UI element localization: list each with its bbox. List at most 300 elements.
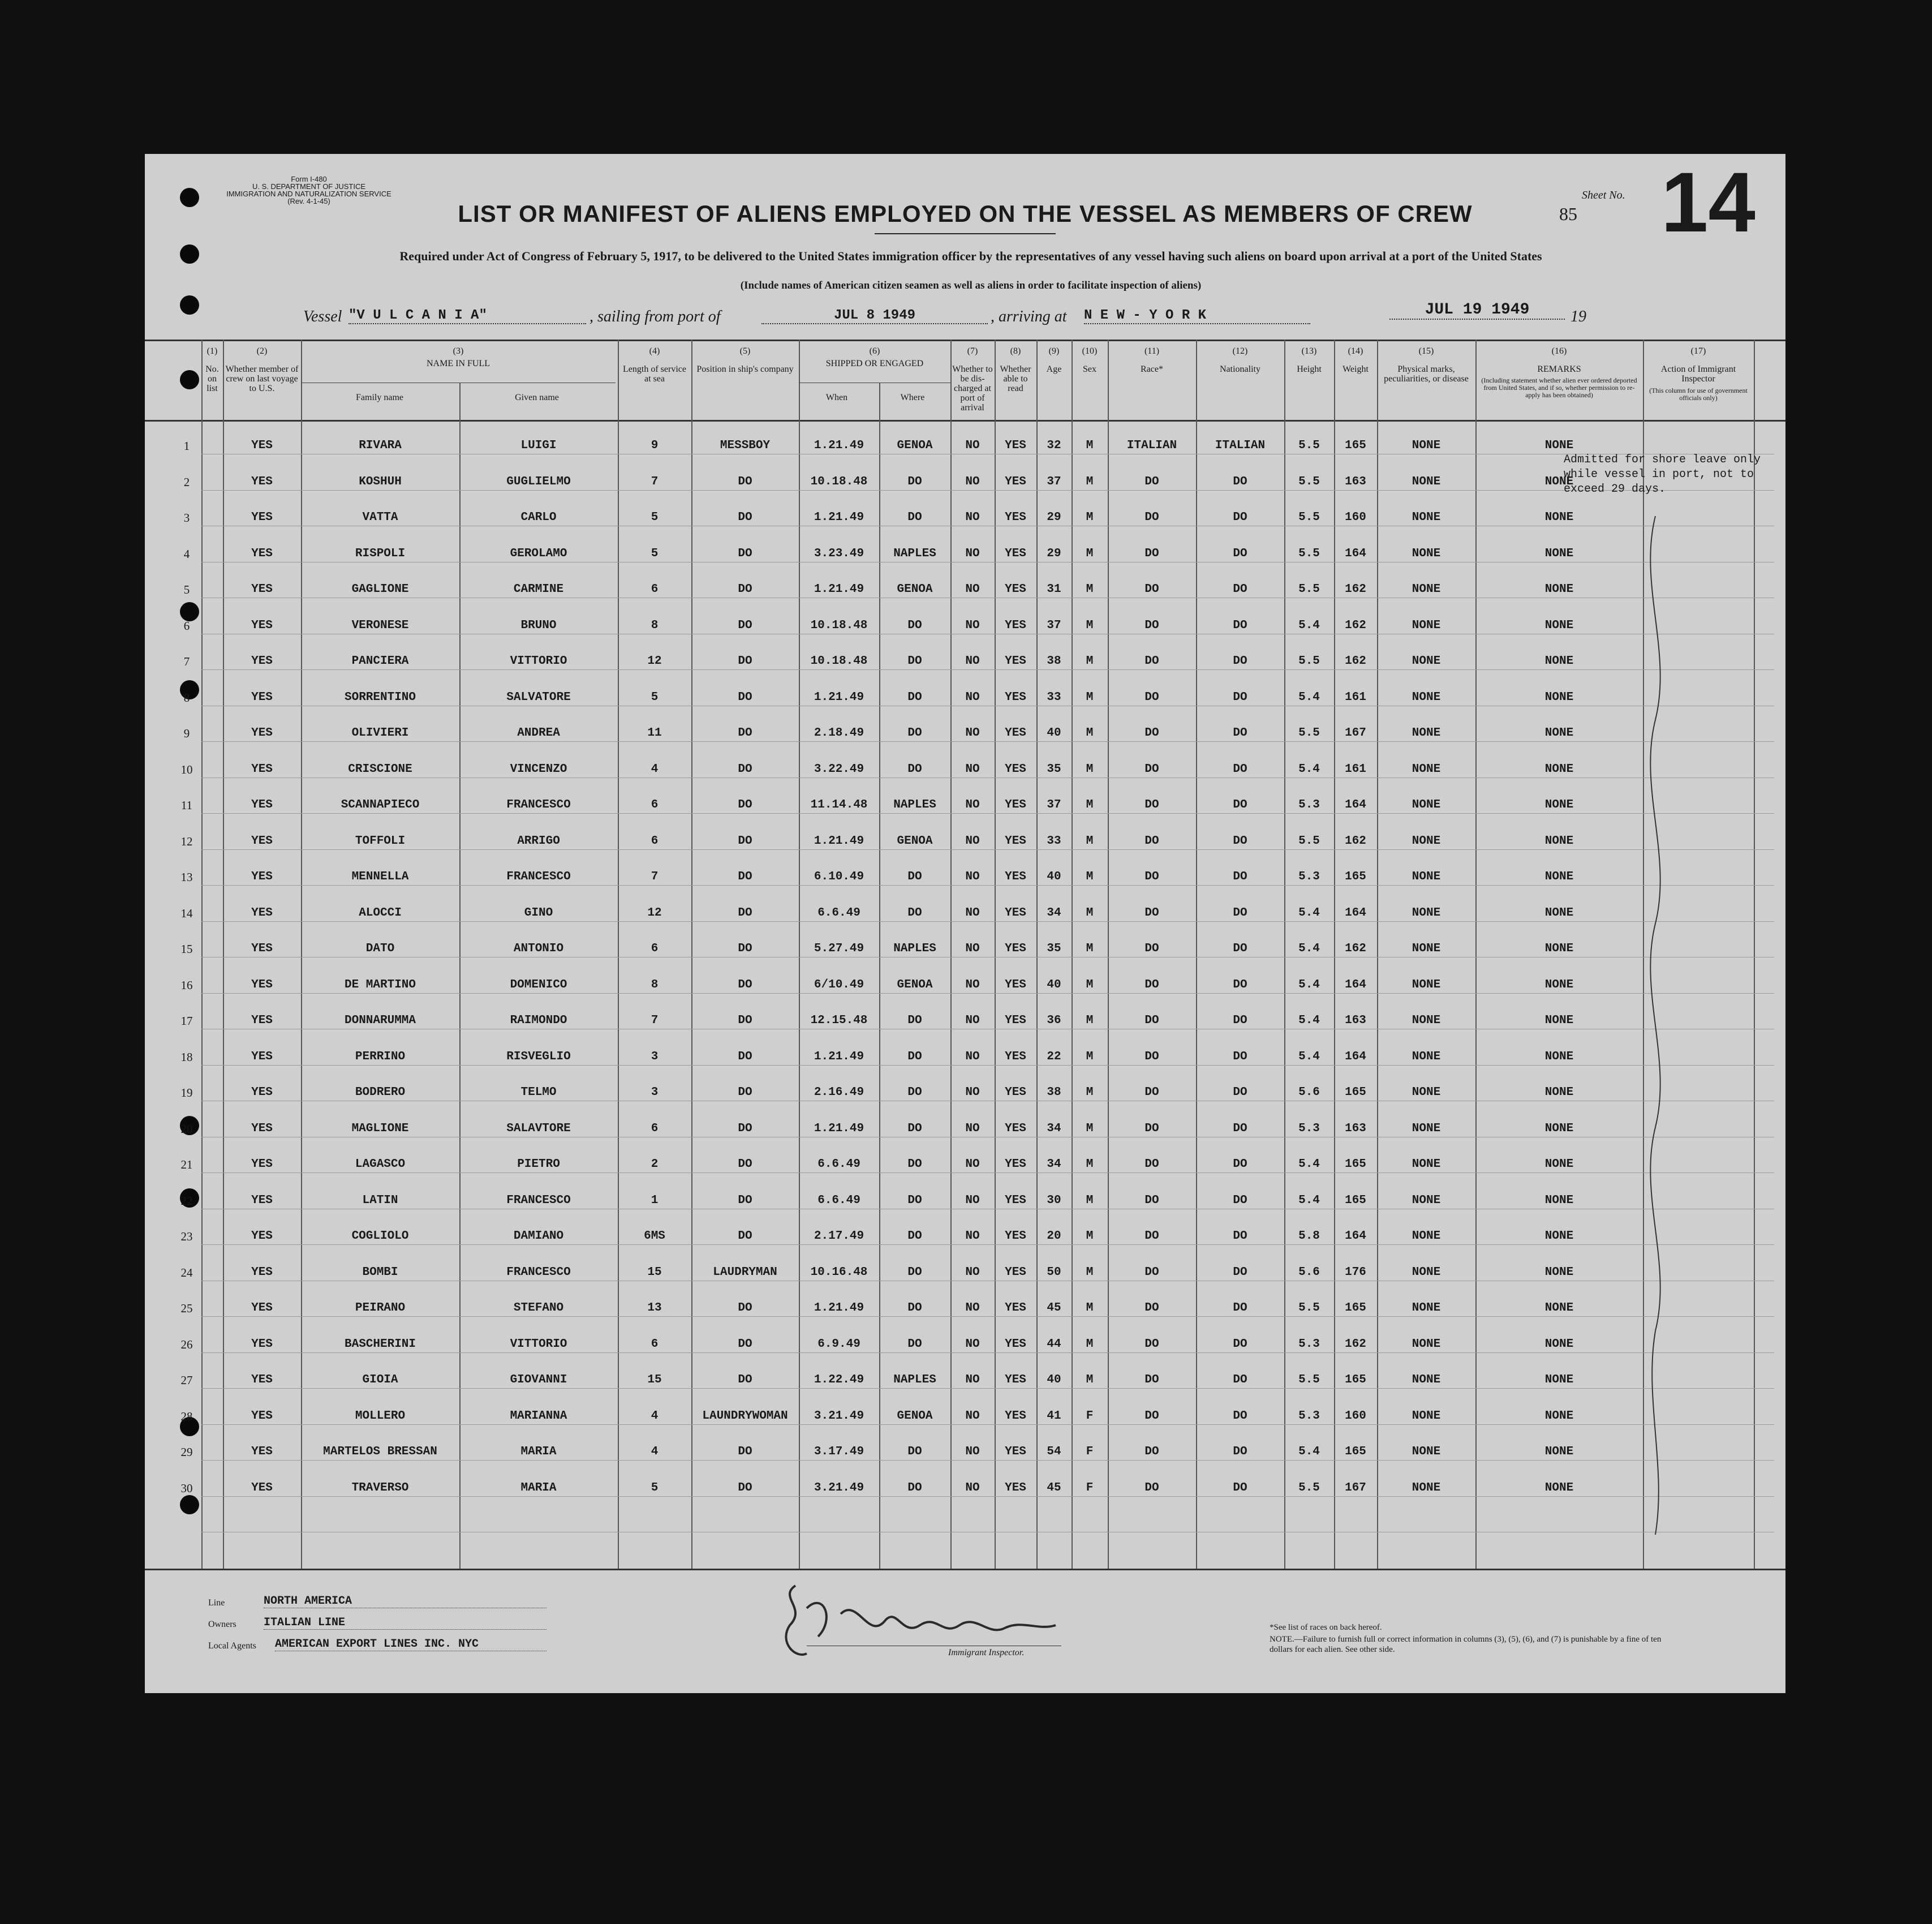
cell-weight: 167 xyxy=(1345,1481,1366,1494)
cell-position: LAUDRYMAN xyxy=(713,1265,777,1279)
column-number: (12) xyxy=(1232,346,1248,356)
cell-discharge: NO xyxy=(965,1122,980,1135)
cell-height: 5.4 xyxy=(1298,942,1320,955)
cell-given: FRANCESCO xyxy=(506,870,571,883)
cell-when: 1.21.49 xyxy=(814,1302,864,1315)
cell-when: 5.27.49 xyxy=(814,942,864,955)
cell-service: 6 xyxy=(651,1337,659,1351)
table-row xyxy=(145,1407,1785,1444)
cell-given: GUGLIELMO xyxy=(506,475,571,488)
cell-where: DO xyxy=(907,690,922,704)
arriving-label: , arriving at xyxy=(991,308,1067,325)
cell-age: 35 xyxy=(1047,942,1061,955)
cell-where: DO xyxy=(907,870,922,883)
cell-position: DO xyxy=(738,1481,752,1494)
cell-sex: M xyxy=(1086,942,1094,955)
cell-nationality: DO xyxy=(1233,1481,1247,1494)
cell-weight: 167 xyxy=(1345,727,1366,740)
title-rule xyxy=(875,233,1056,234)
cell-service: 6 xyxy=(651,583,659,596)
column-label: Race* xyxy=(1141,364,1163,374)
cell-discharge: NO xyxy=(965,1302,980,1315)
cell-position: DO xyxy=(738,1337,752,1351)
cell-race: DO xyxy=(1144,1230,1159,1243)
cell-age: 20 xyxy=(1047,1230,1061,1243)
cell-marks: NONE xyxy=(1412,1122,1441,1135)
cell-age: 34 xyxy=(1047,1158,1061,1171)
cell-given: MARIANNA xyxy=(510,1409,567,1423)
cell-remarks: NONE xyxy=(1544,583,1574,596)
cell-nationality: DO xyxy=(1233,1373,1247,1386)
cell-no: 23 xyxy=(180,1230,193,1243)
arriving-port: N E W - Y O R K xyxy=(1084,308,1310,324)
cell-remarks: NONE xyxy=(1544,762,1574,776)
cell-given: BRUNO xyxy=(520,619,557,632)
cell-family: RISPOLI xyxy=(355,547,406,560)
cell-crew: YES xyxy=(251,1373,273,1386)
cell-race: DO xyxy=(1144,511,1159,524)
cell-given: SALVATORE xyxy=(506,690,571,704)
column-number: (10) xyxy=(1082,346,1098,356)
cell-position: DO xyxy=(738,619,752,632)
cell-where: DO xyxy=(907,655,922,668)
agents-value: AMERICAN EXPORT LINES INC. NYC xyxy=(275,1638,547,1651)
cell-read: YES xyxy=(1005,1337,1026,1351)
cell-read: YES xyxy=(1005,439,1026,452)
cell-discharge: NO xyxy=(965,1050,980,1063)
cell-crew: YES xyxy=(251,475,273,488)
cell-remarks: NONE xyxy=(1544,1265,1574,1279)
cell-discharge: NO xyxy=(965,1445,980,1458)
cell-crew: YES xyxy=(251,439,273,452)
table-row xyxy=(145,652,1785,689)
cell-sex: M xyxy=(1086,762,1094,776)
table-row xyxy=(145,1479,1785,1515)
cell-marks: NONE xyxy=(1412,834,1441,848)
cell-read: YES xyxy=(1005,906,1026,920)
table-row xyxy=(145,868,1785,904)
cell-crew: YES xyxy=(251,1086,273,1099)
cell-read: YES xyxy=(1005,1230,1026,1243)
cell-when: 1.21.49 xyxy=(814,1122,864,1135)
inspector-label: Immigrant Inspector. xyxy=(948,1648,1025,1657)
cell-nationality: DO xyxy=(1233,690,1247,704)
cell-when: 6.6.49 xyxy=(817,906,860,920)
cell-marks: NONE xyxy=(1412,1014,1441,1027)
cell-position: DO xyxy=(738,1050,752,1063)
cell-service: 15 xyxy=(647,1373,662,1386)
cell-race: DO xyxy=(1144,583,1159,596)
cell-service: 4 xyxy=(651,1445,659,1458)
cell-no: 6 xyxy=(183,619,190,633)
cell-height: 5.5 xyxy=(1298,1373,1320,1386)
table-top-rule xyxy=(145,340,1785,341)
column-number: (17) xyxy=(1690,346,1706,356)
cell-read: YES xyxy=(1005,1158,1026,1171)
column-note: (Including statement whether alien ever ordered deported from United States, and if so, whether permission to re-apply has been obtained) xyxy=(1481,376,1637,399)
cell-weight: 162 xyxy=(1345,942,1366,955)
cell-sex: M xyxy=(1086,583,1094,596)
cell-age: 30 xyxy=(1047,1193,1061,1207)
cell-where: GENOA xyxy=(897,1409,933,1423)
cell-when: 10.18.48 xyxy=(810,655,868,668)
table-row xyxy=(145,473,1785,509)
cell-remarks: NONE xyxy=(1544,1193,1574,1207)
cell-discharge: NO xyxy=(965,1158,980,1171)
cell-position: DO xyxy=(738,1158,752,1171)
cell-remarks: NONE xyxy=(1544,1481,1574,1494)
cell-position: DO xyxy=(738,727,752,740)
cell-height: 5.5 xyxy=(1298,583,1320,596)
cell-read: YES xyxy=(1005,870,1026,883)
cell-where: DO xyxy=(907,511,922,524)
cell-race: DO xyxy=(1144,1373,1159,1386)
cell-remarks: NONE xyxy=(1544,1230,1574,1243)
cell-height: 5.5 xyxy=(1298,1481,1320,1494)
cell-given: PIETRO xyxy=(517,1158,560,1171)
cell-nationality: DO xyxy=(1233,1014,1247,1027)
cell-discharge: NO xyxy=(965,619,980,632)
cell-when: 1.21.49 xyxy=(814,583,864,596)
cell-age: 38 xyxy=(1047,655,1061,668)
cell-given: GIOVANNI xyxy=(510,1373,567,1386)
cell-age: 35 xyxy=(1047,762,1061,776)
cell-no: 13 xyxy=(180,870,193,884)
cell-remarks: NONE xyxy=(1544,439,1574,452)
arrival-date-stamp: JUL 19 1949 xyxy=(1389,301,1565,320)
column-number: (5) xyxy=(739,346,751,356)
cell-where: GENOA xyxy=(897,583,933,596)
cell-service: 13 xyxy=(647,1302,662,1315)
cell-given: VITTORIO xyxy=(510,1337,567,1351)
cell-where: DO xyxy=(907,1302,922,1315)
cell-when: 2.17.49 xyxy=(814,1230,864,1243)
cell-position: DO xyxy=(738,655,752,668)
cell-nationality: DO xyxy=(1233,619,1247,632)
cell-where: DO xyxy=(907,1050,922,1063)
cell-weight: 165 xyxy=(1345,439,1366,452)
column-number: (4) xyxy=(649,346,660,356)
cell-where: GENOA xyxy=(897,978,933,991)
cell-no: 20 xyxy=(180,1122,193,1136)
form-service: IMMIGRATION AND NATURALIZATION SERVICE xyxy=(226,190,391,198)
page-reference: 85 xyxy=(1559,204,1577,224)
cell-where: DO xyxy=(907,1445,922,1458)
table-row xyxy=(145,1084,1785,1120)
cell-service: 3 xyxy=(651,1050,659,1063)
cell-remarks: NONE xyxy=(1544,1373,1574,1386)
cell-sex: F xyxy=(1086,1445,1094,1458)
cell-race: DO xyxy=(1144,690,1159,704)
cell-given: ARRIGO xyxy=(517,834,560,848)
cell-remarks: NONE xyxy=(1544,1158,1574,1171)
cell-race: DO xyxy=(1144,978,1159,991)
cell-given: MARIA xyxy=(520,1445,557,1458)
vessel-label: Vessel xyxy=(303,308,342,325)
cell-read: YES xyxy=(1005,1265,1026,1279)
cell-height: 5.5 xyxy=(1298,439,1320,452)
cell-marks: NONE xyxy=(1412,690,1441,704)
cell-service: 1 xyxy=(651,1193,659,1207)
cell-race: DO xyxy=(1144,655,1159,668)
cell-height: 5.4 xyxy=(1298,1445,1320,1458)
column-sublabel: When xyxy=(825,393,848,402)
cell-remarks: NONE xyxy=(1544,1086,1574,1099)
cell-where: NAPLES xyxy=(893,547,936,560)
cell-nationality: DO xyxy=(1233,1122,1247,1135)
cell-no: 30 xyxy=(180,1481,193,1495)
cell-race: DO xyxy=(1144,1014,1159,1027)
cell-given: ANDREA xyxy=(517,727,560,740)
cell-family: VATTA xyxy=(362,511,398,524)
cell-remarks: NONE xyxy=(1544,1050,1574,1063)
cell-marks: NONE xyxy=(1412,1373,1441,1386)
cell-age: 40 xyxy=(1047,870,1061,883)
cell-no: 2 xyxy=(183,475,190,489)
cell-family: CRISCIONE xyxy=(348,762,412,776)
cell-service: 6MS xyxy=(644,1230,665,1243)
cell-height: 5.4 xyxy=(1298,1014,1320,1027)
cell-family: DE MARTINO xyxy=(344,978,416,991)
cell-race: DO xyxy=(1144,1481,1159,1494)
table-row xyxy=(145,904,1785,940)
cell-sex: M xyxy=(1086,1230,1094,1243)
cell-when: 3.23.49 xyxy=(814,547,864,560)
cell-given: DAMIANO xyxy=(513,1230,564,1243)
cell-marks: NONE xyxy=(1412,978,1441,991)
cell-sex: M xyxy=(1086,727,1094,740)
table-row xyxy=(145,976,1785,1012)
cell-read: YES xyxy=(1005,1122,1026,1135)
cell-service: 12 xyxy=(647,906,662,920)
cell-where: NAPLES xyxy=(893,798,936,811)
cell-nationality: DO xyxy=(1233,1230,1247,1243)
cell-where: DO xyxy=(907,1086,922,1099)
cell-discharge: NO xyxy=(965,583,980,596)
cell-family: SORRENTINO xyxy=(344,690,416,704)
cell-marks: NONE xyxy=(1412,727,1441,740)
table-row xyxy=(145,832,1785,869)
cell-service: 3 xyxy=(651,1086,659,1099)
cell-height: 5.4 xyxy=(1298,978,1320,991)
cell-service: 12 xyxy=(647,655,662,668)
cell-family: GIOIA xyxy=(362,1373,398,1386)
table-row xyxy=(145,1335,1785,1372)
cell-crew: YES xyxy=(251,727,273,740)
cell-no: 27 xyxy=(180,1373,193,1387)
cell-marks: NONE xyxy=(1412,547,1441,560)
cell-race: DO xyxy=(1144,727,1159,740)
cell-crew: YES xyxy=(251,547,273,560)
cell-marks: NONE xyxy=(1412,870,1441,883)
cell-no: 1 xyxy=(183,439,190,453)
cell-no: 16 xyxy=(180,978,193,992)
cell-age: 45 xyxy=(1047,1481,1061,1494)
sailing-date: JUL 8 1949 xyxy=(761,308,988,324)
cell-no: 26 xyxy=(180,1337,193,1351)
cell-family: DONNARUMMA xyxy=(344,1014,416,1027)
cell-family: TRAVERSO xyxy=(351,1481,409,1494)
cell-read: YES xyxy=(1005,1302,1026,1315)
cell-given: FRANCESCO xyxy=(506,1265,571,1279)
cell-position: DO xyxy=(738,1373,752,1386)
column-number: (13) xyxy=(1301,346,1317,356)
cell-given: MARIA xyxy=(520,1481,557,1494)
cell-sex: M xyxy=(1086,834,1094,848)
cell-race: DO xyxy=(1144,942,1159,955)
cell-family: GAGLIONE xyxy=(351,583,409,596)
cell-age: 32 xyxy=(1047,439,1061,452)
cell-family: ALOCCI xyxy=(359,906,402,920)
cell-marks: NONE xyxy=(1412,1445,1441,1458)
cell-race: DO xyxy=(1144,1050,1159,1063)
cell-weight: 160 xyxy=(1345,1409,1366,1423)
cell-position: DO xyxy=(738,690,752,704)
cell-remarks: NONE xyxy=(1544,870,1574,883)
table-row xyxy=(145,761,1785,797)
cell-read: YES xyxy=(1005,1409,1026,1423)
column-label: Physical marks, peculiarities, or disease xyxy=(1384,364,1469,384)
cell-nationality: DO xyxy=(1233,762,1247,776)
owners-label: Owners xyxy=(208,1620,236,1629)
cell-no: 11 xyxy=(180,798,193,812)
cell-given: SALAVTORE xyxy=(506,1122,571,1135)
cell-remarks: NONE xyxy=(1544,978,1574,991)
cell-service: 5 xyxy=(651,690,659,704)
cell-weight: 165 xyxy=(1345,1373,1366,1386)
column-number: (15) xyxy=(1418,346,1434,356)
cell-weight: 162 xyxy=(1345,1337,1366,1351)
cell-remarks: NONE xyxy=(1544,547,1574,560)
cell-family: COGLIOLO xyxy=(351,1230,409,1243)
cell-position: DO xyxy=(738,1086,752,1099)
cell-weight: 164 xyxy=(1345,906,1366,920)
cell-no: 29 xyxy=(180,1445,193,1459)
cell-discharge: NO xyxy=(965,978,980,991)
table-row xyxy=(145,1443,1785,1479)
cell-read: YES xyxy=(1005,1445,1026,1458)
cell-marks: NONE xyxy=(1412,1193,1441,1207)
cell-crew: YES xyxy=(251,511,273,524)
cell-when: 3.22.49 xyxy=(814,762,864,776)
column-label: Weight xyxy=(1342,364,1369,374)
cell-height: 5.4 xyxy=(1298,1193,1320,1207)
cell-where: DO xyxy=(907,1337,922,1351)
cell-race: DO xyxy=(1144,762,1159,776)
cell-race: DO xyxy=(1144,870,1159,883)
cell-crew: YES xyxy=(251,1193,273,1207)
cell-race: DO xyxy=(1144,834,1159,848)
cell-read: YES xyxy=(1005,834,1026,848)
form-revision: (Rev. 4-1-45) xyxy=(287,197,330,205)
cell-age: 34 xyxy=(1047,1122,1061,1135)
cell-nationality: DO xyxy=(1233,978,1247,991)
cell-crew: YES xyxy=(251,690,273,704)
cell-service: 5 xyxy=(651,547,659,560)
cell-crew: YES xyxy=(251,1445,273,1458)
manifest-sheet xyxy=(145,154,1785,1693)
cell-where: DO xyxy=(907,1265,922,1279)
cell-sex: M xyxy=(1086,1337,1094,1351)
column-label: Whether to be dis-charged at port of arrival xyxy=(952,364,993,413)
column-label: Whether able to read xyxy=(1000,364,1031,393)
cell-read: YES xyxy=(1005,619,1026,632)
cell-given: STEFANO xyxy=(513,1302,564,1315)
cell-remarks: NONE xyxy=(1544,1014,1574,1027)
cell-where: DO xyxy=(907,619,922,632)
cell-where: DO xyxy=(907,475,922,488)
cell-family: PEIRANO xyxy=(355,1302,406,1315)
cell-remarks: NONE xyxy=(1544,655,1574,668)
cell-height: 5.5 xyxy=(1298,547,1320,560)
cell-discharge: NO xyxy=(965,547,980,560)
table-row xyxy=(145,581,1785,617)
cell-weight: 161 xyxy=(1345,762,1366,776)
cell-where: GENOA xyxy=(897,834,933,848)
cell-discharge: NO xyxy=(965,1086,980,1099)
agents-label: Local Agents xyxy=(208,1641,256,1651)
cell-no: 3 xyxy=(183,511,190,525)
column-label: Whether member of crew on last voyage to U.S. xyxy=(225,364,299,393)
cell-nationality: DO xyxy=(1233,1409,1247,1423)
cell-nationality: DO xyxy=(1233,1193,1247,1207)
table-row xyxy=(145,1156,1785,1192)
cell-discharge: NO xyxy=(965,1337,980,1351)
cell-race: DO xyxy=(1144,1337,1159,1351)
cell-given: FRANCESCO xyxy=(506,1193,571,1207)
cell-discharge: NO xyxy=(965,942,980,955)
cell-weight: 165 xyxy=(1345,1086,1366,1099)
table-row xyxy=(145,796,1785,832)
cell-age: 22 xyxy=(1047,1050,1061,1063)
column-label: REMARKS xyxy=(1537,364,1581,374)
cell-when: 1.21.49 xyxy=(814,834,864,848)
cell-service: 11 xyxy=(647,727,662,740)
cell-sex: M xyxy=(1086,1373,1094,1386)
cell-age: 40 xyxy=(1047,727,1061,740)
cell-sex: M xyxy=(1086,1014,1094,1027)
cell-nationality: DO xyxy=(1233,834,1247,848)
page-title: LIST OR MANIFEST OF ALIENS EMPLOYED ON THE VESSEL AS MEMBERS OF CREW xyxy=(458,200,1473,227)
form-instruction: (Include names of American citizen seamen as well as aliens in order to facilitate inspection of aliens) xyxy=(740,280,1202,291)
cell-remarks: NONE xyxy=(1544,511,1574,524)
cell-no: 19 xyxy=(180,1086,193,1100)
cell-read: YES xyxy=(1005,978,1026,991)
cell-height: 5.5 xyxy=(1298,834,1320,848)
cell-position: DO xyxy=(738,1230,752,1243)
table-row xyxy=(145,1012,1785,1048)
column-number: (1) xyxy=(206,346,218,356)
cell-weight: 165 xyxy=(1345,1158,1366,1171)
cell-remarks: NONE xyxy=(1544,1409,1574,1423)
cell-family: OLIVIERI xyxy=(351,727,409,740)
cell-read: YES xyxy=(1005,583,1026,596)
cell-marks: NONE xyxy=(1412,1409,1441,1423)
cell-when: 3.21.49 xyxy=(814,1409,864,1423)
cell-weight: 162 xyxy=(1345,619,1366,632)
cell-no: 4 xyxy=(183,547,190,561)
cell-read: YES xyxy=(1005,798,1026,811)
table-row xyxy=(145,1299,1785,1335)
cell-marks: NONE xyxy=(1412,439,1441,452)
cell-race: DO xyxy=(1144,1086,1159,1099)
cell-discharge: NO xyxy=(965,798,980,811)
cell-discharge: NO xyxy=(965,1230,980,1243)
inspector-note: Admitted for shore leave only while vessel in port, not to exceed 29 days. xyxy=(1564,453,1761,496)
cell-height: 5.4 xyxy=(1298,1050,1320,1063)
cell-weight: 165 xyxy=(1345,1193,1366,1207)
cell-service: 7 xyxy=(651,870,659,883)
